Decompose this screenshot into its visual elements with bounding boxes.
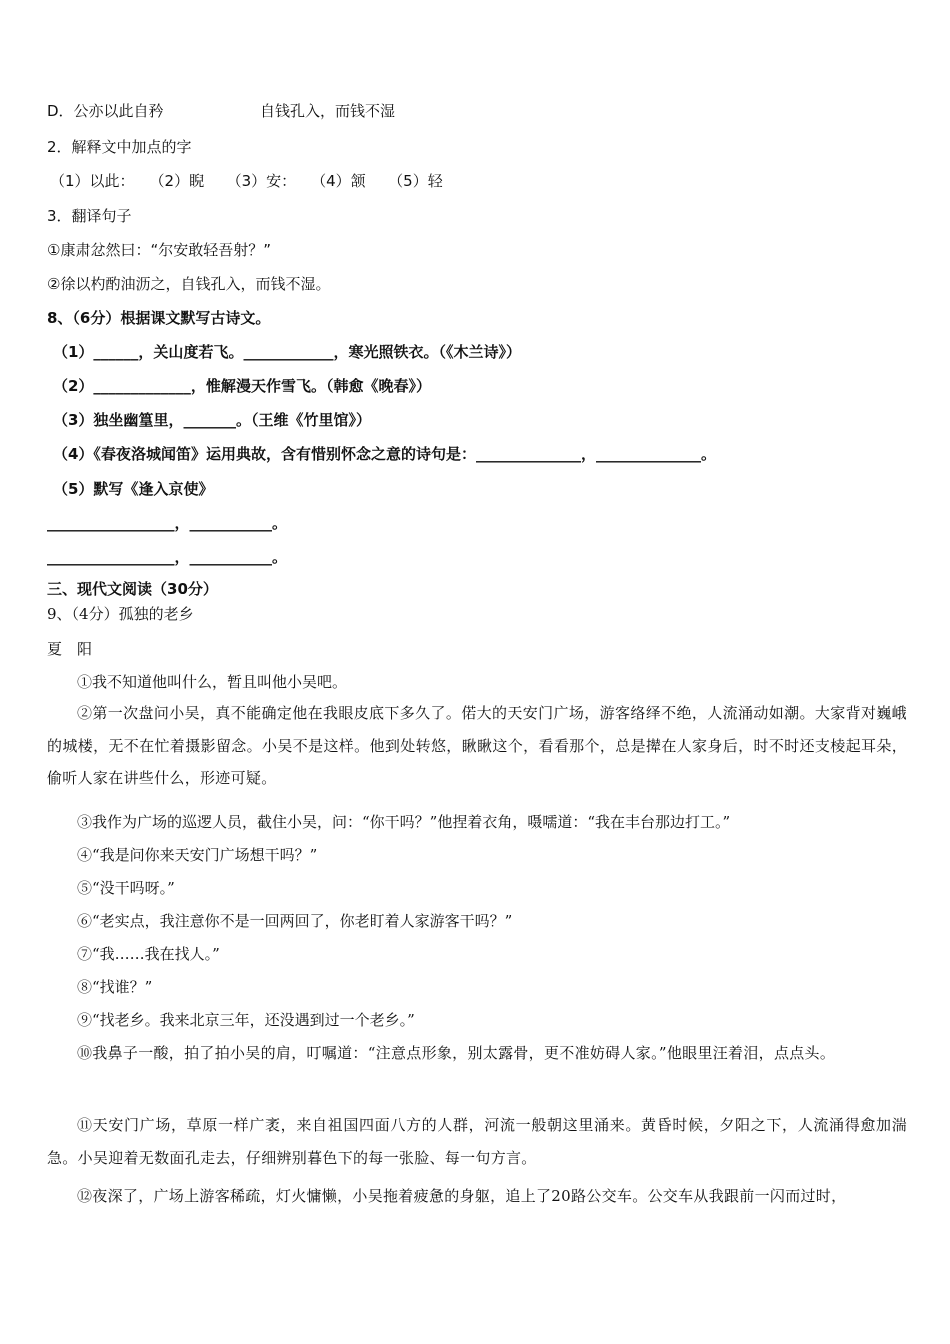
paragraph-1: ①我不知道他叫什么，暂且叫他小吴吧。 [77,673,348,691]
paragraph-11: ⑪天安门广场，草原一样广袤，来自祖国四面八方的人群，河流一般朝这里涌来。黄昏时候，夕阳之下，人流涌得愈加湍急。小吴迎着无数面孔走去，仔细辨别暮色下的每一张脸、每一句方言。 [47,1116,907,1167]
paragraph-8: ⑧“找谁？” [77,978,153,996]
paragraph-12: ⑫夜深了，广场上游客稀疏，灯火慵懒，小吴拖着疲惫的身躯，追上了20路公交车。公交车从我跟前一闪而过时， [77,1187,847,1205]
q8-line-3: （3）独坐幽篁里，_______。（王维《竹里馆》） [53,411,371,429]
q8-blank-1: _________________，___________。 [47,514,288,532]
option-d-text: 自钱孔入，而钱不湿 [260,102,396,120]
q7-3-sentence-2: ②徐以杓酌油沥之，自钱孔入，而钱不湿。 [47,275,331,293]
paragraph-4: ④“我是问你来天安门广场想干吗？” [77,846,318,864]
q8-line-1: （1）______，关山度若飞。____________，寒光照铁衣。（《木兰诗》） [53,343,521,361]
q9-title: 9、（4分）孤独的老乡 [47,605,194,623]
section-3-title: 三、现代文阅读（30分） [47,580,218,598]
story-author: 夏 阳 [47,640,93,658]
q7-3-title: 3．翻译句子 [47,207,132,225]
q8-blank-2: _________________，___________。 [47,548,288,566]
q8-line-4: （4）《春夜洛城闻笛》运用典故，含有惜别怀念之意的诗句是：______________，______________。 [53,445,716,463]
paragraph-9: ⑨“找老乡。我来北京三年，还没遇到过一个老乡。” [77,1011,415,1029]
paragraph-10: ⑩我鼻子一酸，拍了拍小吴的肩，叮嘱道：“注意点形象，别太露骨，更不准妨碍人家。”他眼里汪着泪，点点头。 [77,1044,836,1062]
paragraph-6: ⑥“老实点，我注意你不是一回两回了，你老盯着人家游客干吗？” [77,912,513,930]
q8-line-2: （2）_____________，惟解漫天作雪飞。（韩愈《晚春》） [53,377,431,395]
q7-3-sentence-1: ①康肃忿然曰：“尔安敢轻吾射？” [47,241,271,259]
paragraph-3: ③我作为广场的巡逻人员，截住小吴，问：“你干吗？”他捏着衣角，嗫嚅道：“我在丰台那边打工。” [77,813,731,831]
q8-title: 8、（6分）根据课文默写古诗文。 [47,309,271,327]
q8-line-5: （5）默写《逢入京使》 [53,480,214,498]
paragraph-7: ⑦“我……我在找人。” [77,945,220,963]
paragraph-5: ⑤“没干吗呀。” [77,879,175,897]
q7-2-items: （1）以此： （2）睨 （3）安： （4）颔 （5）轻 [50,172,443,190]
option-d-label: D．公亦以此自矜 [47,102,164,120]
paragraph-2: ②第一次盘问小吴，真不能确定他在我眼皮底下多久了。偌大的天安门广场，游客络绎不绝，人流涌动如潮。大家背对巍峨的城楼，无不在忙着摄影留念。小吴不是这样。他到处转悠，瞅瞅这个，看看那个，总是撵在人家身后，时不时还支棱起耳朵，偷听人家在讲些什么，形迹可疑。 [47,704,907,788]
q7-2-title: 2．解释文中加点的字 [47,138,192,156]
q7-option-d [47,101,914,121]
